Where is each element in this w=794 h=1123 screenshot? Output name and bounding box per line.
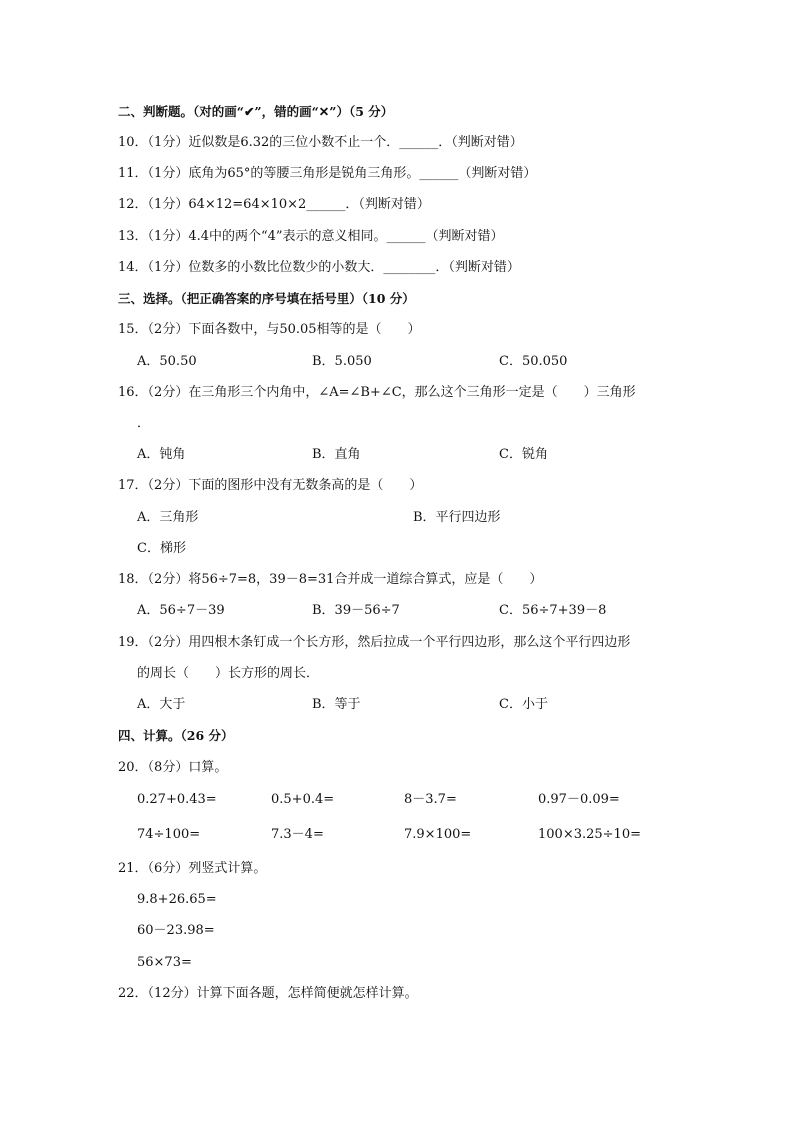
question-21-stem: 21．（6分）列竖式计算。 — [118, 861, 267, 876]
mental-calc-item: 7.9×100= — [404, 827, 472, 842]
question-19-option-b: B．等于 — [312, 697, 361, 712]
question-19-stem-line2: 的周长（ ）长方形的周长． — [137, 666, 320, 681]
mental-calc-item: 74÷100= — [137, 827, 201, 842]
question-15-option-c: C．50.050 — [499, 354, 568, 369]
mental-calc-item: 8－3.7= — [404, 792, 457, 807]
question-16-option-a: A．钝角 — [137, 447, 186, 462]
mental-calc-item: 0.5+0.4= — [271, 792, 335, 807]
question-20-stem: 20．（8分）口算。 — [118, 760, 228, 775]
question-15-option-a: A．50.50 — [137, 354, 197, 369]
question-22-stem: 22．（12分）计算下面各题，怎样简便就怎样计算。 — [118, 986, 418, 1001]
question-19-option-c: C．小于 — [499, 697, 548, 712]
question-18-option-a: A．56÷7－39 — [137, 603, 225, 618]
question-12: 12．（1分）64×12=64×10×2______．（判断对错） — [118, 197, 430, 212]
vertical-calc-item: 60－23.98= — [137, 923, 215, 938]
question-16-option-c: C．锐角 — [499, 447, 548, 462]
question-14: 14．（1分）位数多的小数比位数少的小数大．________．（判断对错） — [118, 260, 520, 275]
question-16-stem: 16．（2分）在三角形三个内角中，∠A=∠B+∠C，那么这个三角形一定是（ ）三角形 — [118, 385, 636, 400]
mental-calc-item: 7.3－4= — [271, 827, 324, 842]
question-10: 10．（1分）近似数是6.32的三位小数不止一个．______．（判断对错） — [118, 135, 523, 150]
question-15-stem: 15．（2分）下面各数中，与50.05相等的是（ ） — [118, 322, 421, 337]
question-17-option-a: A．三角形 — [137, 510, 199, 525]
mental-calc-item: 0.27+0.43= — [137, 792, 217, 807]
question-16-option-b: B．直角 — [312, 447, 361, 462]
question-17-option-c: C．梯形 — [137, 541, 186, 556]
mental-calc-item: 0.97－0.09= — [538, 792, 620, 807]
question-13: 13．（1分）4.4中的两个“4”表示的意义相同。______（判断对错） — [118, 229, 504, 244]
question-18-option-b: B．39－56÷7 — [312, 603, 400, 618]
question-16-continuation: ． — [137, 416, 151, 431]
question-18-option-c: C．56÷7+39－8 — [499, 603, 607, 618]
question-17-stem: 17．（2分）下面的图形中没有无数条高的是（ ） — [118, 478, 423, 493]
vertical-calc-item: 9.8+26.65= — [137, 892, 217, 907]
section-calc-heading: 四、计算。（26 分） — [118, 728, 234, 743]
question-19-option-a: A．大于 — [137, 697, 186, 712]
section-choice-heading: 三、选择。（把正确答案的序号填在括号里）（10 分） — [118, 291, 415, 306]
section-judge-heading: 二、判断题。（对的画“✔”，错的画“✕”）（5 分） — [118, 104, 394, 119]
question-15-option-b: B．5.050 — [312, 354, 372, 369]
question-17-option-b: B．平行四边形 — [413, 510, 501, 525]
question-11: 11．（1分）底角为65°的等腰三角形是锐角三角形。______（判断对错） — [118, 166, 537, 181]
vertical-calc-item: 56×73= — [137, 955, 192, 970]
question-18-stem: 18．（2分）将56÷7=8，39－8=31合并成一道综合算式，应是（ ） — [118, 572, 543, 587]
question-19-stem-line1: 19．（2分）用四根木条钉成一个长方形，然后拉成一个平行四边形，那么这个平行四边形 — [118, 635, 631, 650]
mental-calc-item: 100×3.25÷10= — [538, 827, 641, 842]
